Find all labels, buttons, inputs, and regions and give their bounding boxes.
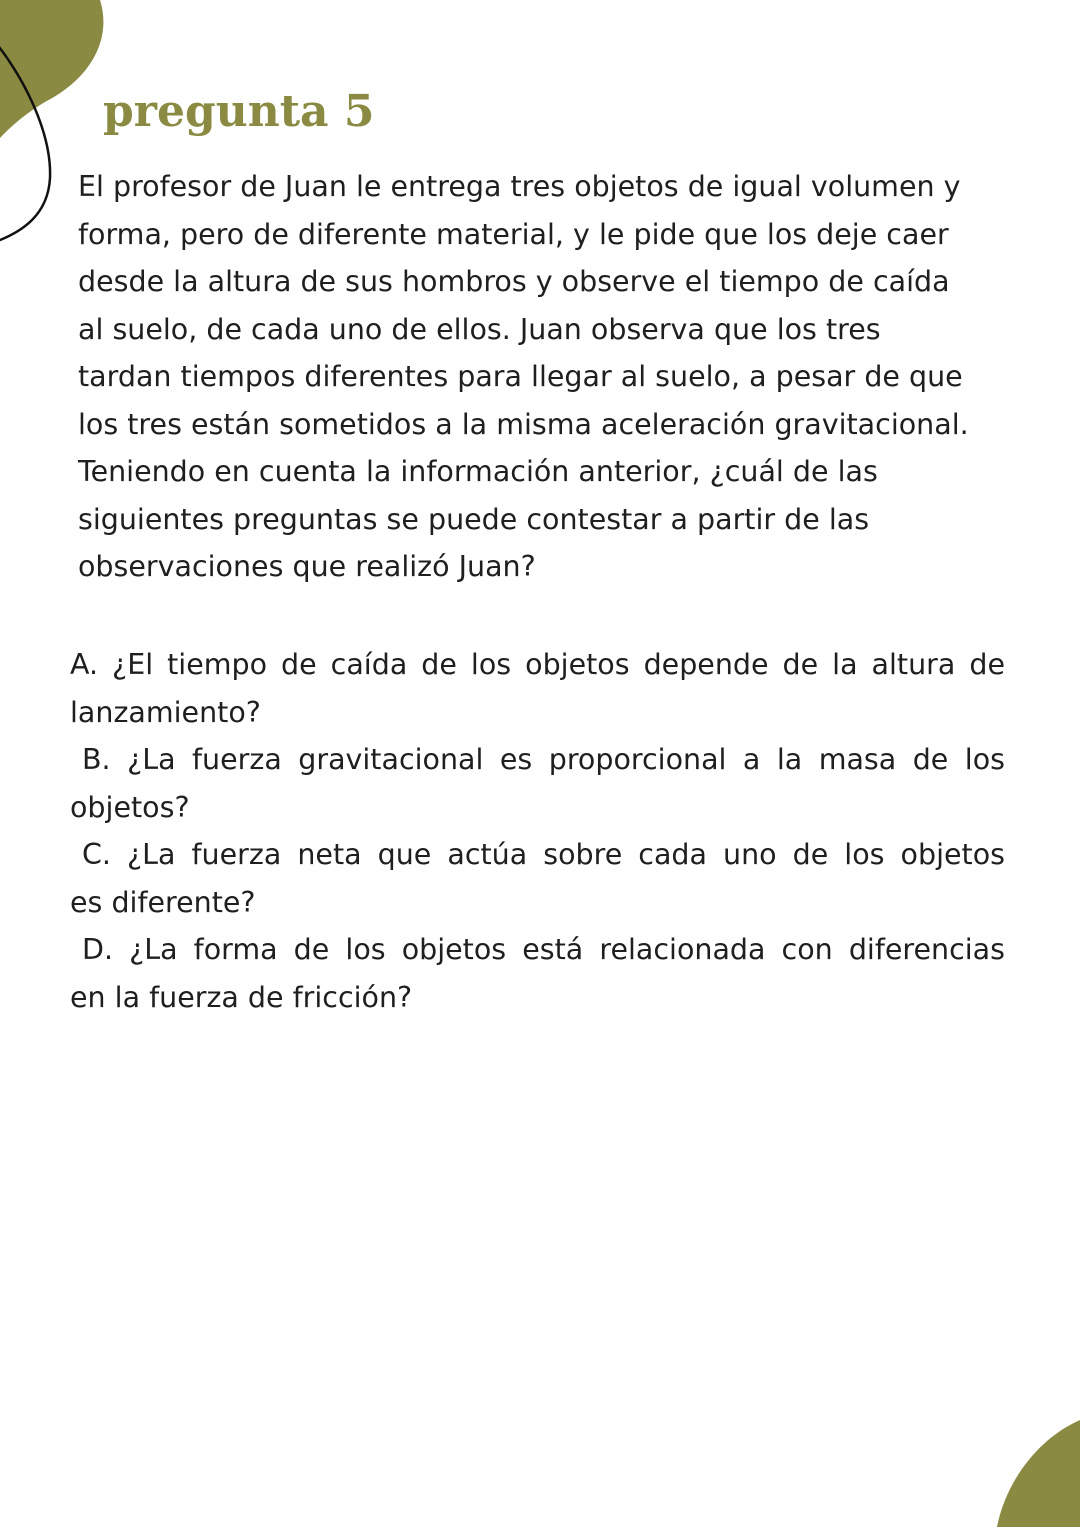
option-d-line-2: en la fuerza de fricción?	[70, 980, 413, 1014]
question-line: los tres están sometidos a la misma aceleración gravitacional.	[78, 407, 969, 441]
question-line: El profesor de Juan le entrega tres objetos de igual volumen y	[78, 170, 961, 203]
option-c-line-1: C. ¿La fuerza neta que actúa sobre cada uno de los objetos	[82, 838, 1005, 871]
question-text	[78, 163, 1013, 591]
option-c-line-2: es diferente?	[70, 885, 256, 919]
bottom-right-blob	[997, 1420, 1080, 1527]
option-d	[70, 926, 1005, 1021]
question-line: observaciones que realizó Juan?	[78, 550, 536, 583]
question-line: siguientes preguntas se puede contestar a partir de las	[78, 502, 870, 536]
option-a	[70, 641, 1005, 736]
option-d-line-1: D. ¿La forma de los objetos está relacionada con diferencias	[82, 933, 1005, 966]
question-line: tardan tiempos diferentes para llegar al suelo, a pesar de que	[78, 360, 963, 393]
option-a-line-2: lanzamiento?	[70, 695, 261, 729]
question-line: forma, pero de diferente material, y le pide que los deje caer	[78, 217, 949, 251]
option-a-line-1: A. ¿El tiempo de caída de los objetos depende de la altura de	[70, 648, 1005, 681]
option-c	[70, 831, 1005, 926]
question-line: al suelo, de cada uno de ellos. Juan observa que los tres	[78, 312, 881, 346]
question-line: desde la altura de sus hombros y observe el tiempo de caída	[78, 265, 950, 298]
question-line: Teniendo en cuenta la información anterior, ¿cuál de las	[78, 455, 878, 488]
answer-options	[70, 641, 1005, 1021]
page-title: pregunta 5	[103, 86, 375, 137]
option-b-line-2: objetos?	[70, 790, 190, 824]
option-b-line-1: B. ¿La fuerza gravitacional es proporcional a la masa de los	[82, 743, 1005, 776]
option-b	[70, 736, 1005, 831]
